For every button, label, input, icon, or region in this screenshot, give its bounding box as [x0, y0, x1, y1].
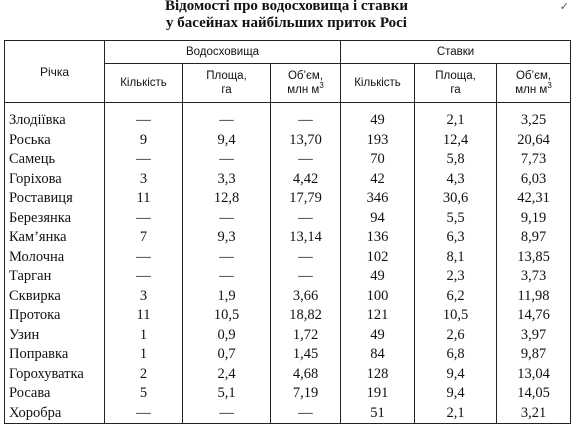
pond-area-cell: 2,3 — [415, 267, 497, 287]
table-row — [5, 170, 571, 190]
reservoir-volume-cell: — — [271, 209, 341, 229]
header-ponds-area — [415, 64, 497, 103]
header-river: Річка — [5, 41, 105, 103]
river-name-cell: Тарган — [5, 267, 105, 287]
reservoir-count-cell: 11 — [105, 189, 183, 209]
reservoir-count-cell: 5 — [105, 384, 183, 404]
reservoirs-ponds-table — [4, 40, 571, 424]
header-reservoirs-area — [183, 64, 271, 103]
pond-area-cell: 6,3 — [415, 228, 497, 248]
reservoir-volume-cell: 3,66 — [271, 287, 341, 307]
river-name-cell: Роська — [5, 131, 105, 151]
corner-mark: ✓ — [559, 1, 569, 13]
reservoir-area-cell: — — [183, 150, 271, 170]
table-title — [0, 0, 573, 32]
reservoir-count-cell: — — [105, 248, 183, 268]
pond-volume-cell: 6,03 — [497, 170, 571, 190]
table-row — [5, 287, 571, 307]
pond-count-cell: 128 — [341, 365, 415, 385]
table-row — [5, 131, 571, 151]
table-row — [5, 306, 571, 326]
reservoir-volume-cell: 13,70 — [271, 131, 341, 151]
reservoir-volume-cell: — — [271, 150, 341, 170]
reservoir-volume-cell: 13,14 — [271, 228, 341, 248]
pond-count-cell: 136 — [341, 228, 415, 248]
reservoir-area-cell: — — [183, 209, 271, 229]
pond-volume-cell: 13,04 — [497, 365, 571, 385]
river-name-cell: Роставиця — [5, 189, 105, 209]
reservoir-count-cell: 11 — [105, 306, 183, 326]
reservoir-area-cell: 1,9 — [183, 287, 271, 307]
reservoir-area-cell: 12,8 — [183, 189, 271, 209]
pond-count-cell: 102 — [341, 248, 415, 268]
pond-count-cell: 51 — [341, 404, 415, 424]
reservoir-count-cell: 3 — [105, 170, 183, 190]
river-name-cell: Березянка — [5, 209, 105, 229]
river-name-cell: Узин — [5, 326, 105, 346]
title-line-2: у басейнах найбільших приток Росі — [166, 15, 407, 31]
reservoir-volume-cell: — — [271, 267, 341, 287]
table-row — [5, 384, 571, 404]
reservoir-area-cell: 5,1 — [183, 384, 271, 404]
pond-area-cell: 2,1 — [415, 111, 497, 131]
table-row — [5, 365, 571, 385]
river-name-cell: Хоробра — [5, 404, 105, 424]
pond-area-cell: 12,4 — [415, 131, 497, 151]
river-name-cell: Горіхова — [5, 170, 105, 190]
header-reservoirs-volume — [271, 64, 341, 103]
pond-volume-cell: 3,97 — [497, 326, 571, 346]
reservoir-volume-cell: 18,82 — [271, 306, 341, 326]
pond-count-cell: 100 — [341, 287, 415, 307]
header-ponds-volume — [497, 64, 571, 103]
pond-volume-cell: 3,25 — [497, 111, 571, 131]
reservoir-area-cell: 3,3 — [183, 170, 271, 190]
pond-volume-cell: 3,73 — [497, 267, 571, 287]
pond-count-cell: 193 — [341, 131, 415, 151]
pond-count-cell: 94 — [341, 209, 415, 229]
pond-volume-cell: 13,85 — [497, 248, 571, 268]
reservoir-count-cell: — — [105, 404, 183, 424]
pond-volume-cell: 14,05 — [497, 384, 571, 404]
reservoir-volume-cell: 7,19 — [271, 384, 341, 404]
pond-area-cell: 5,8 — [415, 150, 497, 170]
river-name-cell: Горохуватка — [5, 365, 105, 385]
reservoir-area-cell: 10,5 — [183, 306, 271, 326]
area-unit: га — [450, 84, 461, 96]
pond-count-cell: 49 — [341, 326, 415, 346]
table-row — [5, 150, 571, 170]
reservoir-count-cell: — — [105, 150, 183, 170]
reservoir-volume-cell: 4,42 — [271, 170, 341, 190]
reservoir-count-cell: — — [105, 209, 183, 229]
pond-volume-cell: 20,64 — [497, 131, 571, 151]
table-row — [5, 345, 571, 365]
reservoir-area-cell: 0,7 — [183, 345, 271, 365]
table-row — [5, 189, 571, 209]
pond-volume-cell: 42,31 — [497, 189, 571, 209]
reservoir-volume-cell: 4,68 — [271, 365, 341, 385]
table-body — [5, 103, 571, 424]
volume-label: Об’єм, — [287, 70, 324, 82]
pond-area-cell: 6,8 — [415, 345, 497, 365]
pond-count-cell: 84 — [341, 345, 415, 365]
spacer-row — [5, 103, 571, 112]
pond-volume-cell: 14,76 — [497, 306, 571, 326]
table-row — [5, 326, 571, 346]
river-name-cell: Самець — [5, 150, 105, 170]
reservoir-area-cell: — — [183, 267, 271, 287]
river-name-cell: Злодіївка — [5, 111, 105, 131]
reservoir-area-cell: — — [183, 111, 271, 131]
table-row — [5, 267, 571, 287]
table-header — [5, 41, 571, 103]
reservoir-count-cell: — — [105, 267, 183, 287]
header-reservoirs: Водосховища — [105, 41, 341, 64]
area-unit: га — [221, 84, 232, 96]
river-name-cell: Росава — [5, 384, 105, 404]
pond-count-cell: 70 — [341, 150, 415, 170]
area-label: Площа, — [206, 70, 247, 82]
river-name-cell: Сквирка — [5, 287, 105, 307]
header-ponds-count: Кількість — [341, 64, 415, 103]
reservoir-area-cell: 2,4 — [183, 365, 271, 385]
pond-count-cell: 346 — [341, 189, 415, 209]
river-name-cell: Протока — [5, 306, 105, 326]
reservoir-volume-cell: — — [271, 404, 341, 424]
table-row — [5, 209, 571, 229]
pond-area-cell: 2,1 — [415, 404, 497, 424]
reservoir-area-cell: 9,3 — [183, 228, 271, 248]
pond-area-cell: 4,3 — [415, 170, 497, 190]
pond-area-cell: 9,4 — [415, 365, 497, 385]
reservoir-count-cell: 1 — [105, 345, 183, 365]
pond-area-cell: 10,5 — [415, 306, 497, 326]
reservoir-area-cell: — — [183, 248, 271, 268]
reservoir-area-cell: 0,9 — [183, 326, 271, 346]
pond-volume-cell: 9,19 — [497, 209, 571, 229]
pond-volume-cell: 3,21 — [497, 404, 571, 424]
pond-count-cell: 42 — [341, 170, 415, 190]
reservoir-volume-cell: 17,79 — [271, 189, 341, 209]
area-label: Площа, — [435, 70, 476, 82]
pond-area-cell: 9,4 — [415, 384, 497, 404]
pond-count-cell: 49 — [341, 267, 415, 287]
reservoir-count-cell: 7 — [105, 228, 183, 248]
table-row — [5, 228, 571, 248]
pond-area-cell: 6,2 — [415, 287, 497, 307]
header-ponds: Ставки — [341, 41, 571, 64]
river-name-cell: Молочна — [5, 248, 105, 268]
volume-unit: млн м — [287, 84, 320, 96]
pond-volume-cell: 8,97 — [497, 228, 571, 248]
reservoir-count-cell: 3 — [105, 287, 183, 307]
reservoir-area-cell: — — [183, 404, 271, 424]
volume-unit: млн м — [515, 84, 548, 96]
title-line-1: Відомості про водосховища і ставки — [164, 0, 408, 14]
river-name-cell: Кам’янка — [5, 228, 105, 248]
reservoir-count-cell: 2 — [105, 365, 183, 385]
reservoir-count-cell: 1 — [105, 326, 183, 346]
reservoir-volume-cell: — — [271, 248, 341, 268]
header-reservoirs-count: Кількість — [105, 64, 183, 103]
table-row — [5, 111, 571, 131]
reservoir-volume-cell: 1,72 — [271, 326, 341, 346]
table-row — [5, 248, 571, 268]
river-name-cell: Поправка — [5, 345, 105, 365]
pond-volume-cell: 11,98 — [497, 287, 571, 307]
volume-label: Об’єм, — [515, 70, 552, 82]
pond-count-cell: 121 — [341, 306, 415, 326]
table-row — [5, 404, 571, 424]
pond-area-cell: 30,6 — [415, 189, 497, 209]
pond-volume-cell: 9,87 — [497, 345, 571, 365]
pond-volume-cell: 7,73 — [497, 150, 571, 170]
pond-area-cell: 2,6 — [415, 326, 497, 346]
reservoir-volume-cell: 1,45 — [271, 345, 341, 365]
volume-unit-sup: 3 — [547, 81, 552, 90]
pond-area-cell: 8,1 — [415, 248, 497, 268]
volume-unit-sup: 3 — [319, 81, 324, 90]
pond-count-cell: 49 — [341, 111, 415, 131]
reservoir-count-cell: 9 — [105, 131, 183, 151]
pond-count-cell: 191 — [341, 384, 415, 404]
reservoir-area-cell: 9,4 — [183, 131, 271, 151]
pond-area-cell: 5,5 — [415, 209, 497, 229]
reservoir-count-cell: — — [105, 111, 183, 131]
reservoir-volume-cell: — — [271, 111, 341, 131]
